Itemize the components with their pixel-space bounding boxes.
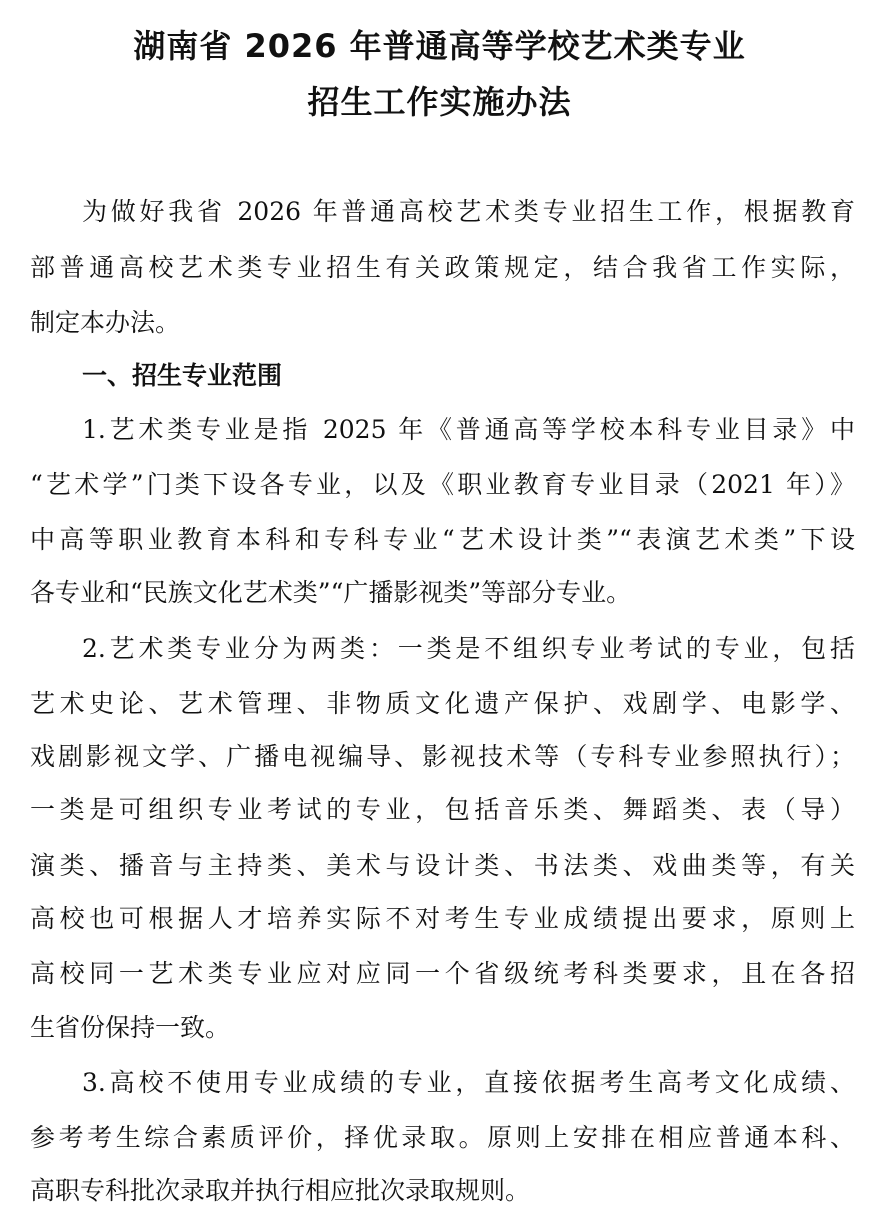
section-heading-1: 一、招生专业范围 [82, 361, 283, 390]
body-line-item2-2: 艺术史论、艺术管理、非物质文化遗产保护、戏剧学、电影学、 [30, 689, 855, 718]
body-line-item3-2: 参考考生综合素质评价，择优录取。原则上安排在相应普通本科、 [30, 1123, 855, 1152]
body-line-item1-2: “艺术学”门类下设各专业，以及《职业教育专业目录（2021 年）》 [30, 470, 855, 499]
body-line-intro-2: 部普通高校艺术类专业招生有关政策规定，结合我省工作实际， [30, 253, 855, 282]
body-line-item2-5: 演类、播音与主持类、美术与设计类、书法类、戏曲类等，有关 [30, 851, 855, 880]
body-line-item2-1: 2.艺术类专业分为两类：一类是不组织专业考试的专业，包括 [82, 634, 855, 663]
body-line-item3-3: 高职专科批次录取并执行相应批次录取规则。 [30, 1176, 531, 1205]
body-line-intro-3: 制定本办法。 [30, 308, 181, 337]
body-line-item2-3: 戏剧影视文学、广播电视编导、影视技术等（专科专业参照执行）； [30, 742, 855, 771]
body-line-intro-1: 为做好我省 2026 年普通高校艺术类专业招生工作，根据教育 [82, 197, 855, 226]
body-line-item2-4: 一类是可组织专业考试的专业，包括音乐类、舞蹈类、表（导） [30, 795, 855, 824]
document-title-line-2: 招生工作实施办法 [307, 83, 572, 121]
body-line-item1-1: 1.艺术类专业是指 2025 年《普通高等学校本科专业目录》中 [82, 415, 855, 444]
body-line-item2-7: 高校同一艺术类专业应对应同一个省级统考科类要求，且在各招 [30, 959, 855, 988]
body-line-item3-1: 3.高校不使用专业成绩的专业，直接依据考生高考文化成绩、 [82, 1068, 855, 1097]
body-line-item1-4: 各专业和“民族文化艺术类”“广播影视类”等部分专业。 [30, 578, 632, 607]
body-line-item2-6: 高校也可根据人才培养实际不对考生专业成绩提出要求，原则上 [30, 904, 855, 933]
body-line-item2-8: 生省份保持一致。 [30, 1013, 231, 1042]
body-line-item1-3: 中高等职业教育本科和专科专业“艺术设计类”“表演艺术类”下设 [30, 525, 855, 554]
document-title-line-1: 湖南省 2026 年普通高等学校艺术类专业 [133, 27, 746, 65]
